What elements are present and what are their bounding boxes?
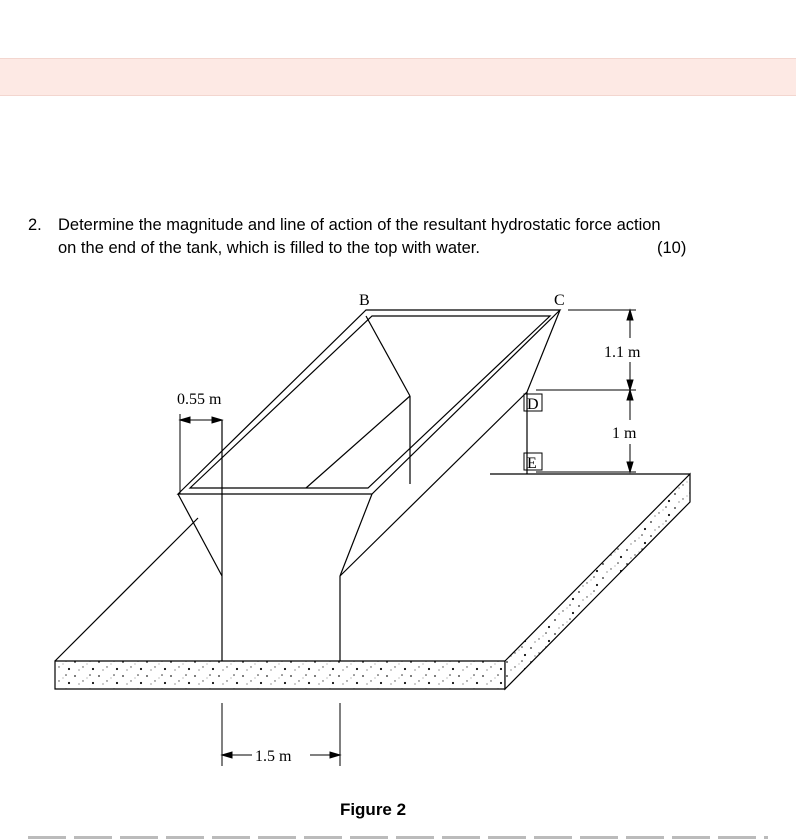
label-b: B: [359, 292, 370, 309]
base-slab-back-edge: [55, 518, 198, 661]
figure-caption: Figure 2: [339, 800, 407, 819]
label-lower-height: 1 m: [612, 425, 637, 442]
base-slab-side: [505, 474, 690, 689]
dimension-lines: [180, 310, 636, 766]
side-wall-lower-edge: [340, 392, 527, 576]
tank-outline: [55, 310, 690, 689]
question-text-line2: on the end of the tank, which is filled to the top with water.: [58, 239, 480, 257]
question-text-line1: Determine the magnitude and line of action of the resultant hydrostatic force action: [58, 216, 661, 234]
highlight-band: [0, 58, 796, 96]
tank-rim-outer: [178, 310, 560, 494]
tank-diagram: [0, 270, 796, 790]
label-e: E: [527, 455, 537, 472]
label-top-width: 0.55 m: [177, 391, 222, 408]
near-end-left-slope: [178, 494, 222, 576]
near-end-right-slope: [340, 494, 372, 576]
next-question-cut-off: [28, 830, 768, 840]
base-slab-front: [55, 661, 505, 689]
question-number: 2.: [28, 216, 42, 234]
tank-figure: [0, 270, 796, 790]
inner-bottom-edge: [306, 396, 410, 488]
tank-rim-inner: [190, 316, 550, 488]
label-upper-height: 1.1 m: [604, 344, 641, 361]
question-marks: (10): [657, 239, 687, 257]
label-bottom-width: 1.5 m: [255, 748, 292, 765]
label-c: C: [554, 292, 565, 309]
far-end-slope: [366, 316, 410, 396]
label-d: D: [527, 396, 539, 413]
top-blank-area: [0, 0, 796, 58]
